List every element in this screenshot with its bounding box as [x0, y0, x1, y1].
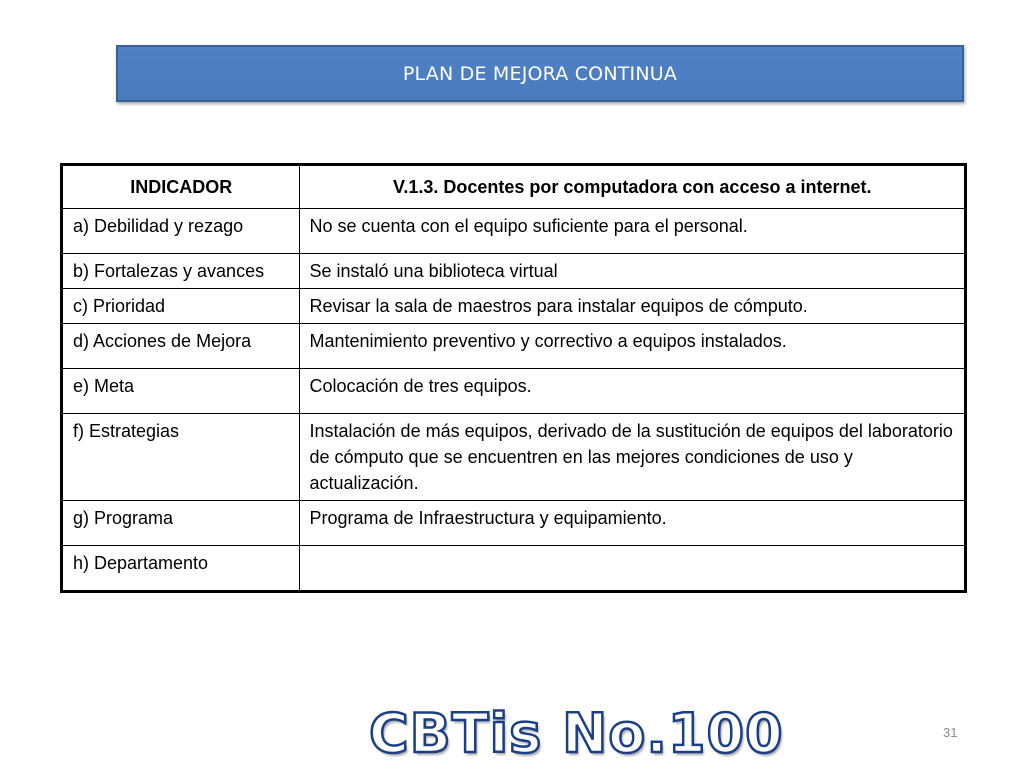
title-banner: [116, 45, 964, 102]
table-row-meta: [62, 369, 966, 414]
table-row-departamento: [62, 546, 966, 592]
table-row-debilidad: [62, 209, 966, 254]
row-label: h) Departamento: [62, 546, 300, 592]
row-value: Revisar la sala de maestros para instalar equipos de cómputo.: [299, 289, 966, 324]
header-indicator-value: V.1.3. Docentes por computadora con acceso a internet.: [299, 165, 966, 209]
row-label: g) Programa: [62, 501, 300, 546]
page-number: 31: [943, 725, 958, 740]
table-header-row: [62, 165, 966, 209]
row-label: e) Meta: [62, 369, 300, 414]
table-row-fortalezas: [62, 254, 966, 289]
table-row-prioridad: [62, 289, 966, 324]
school-logo-text: CBTis No.100: [369, 702, 784, 765]
row-label: f) Estrategias: [62, 414, 300, 501]
row-value: No se cuenta con el equipo suficiente para el personal.: [299, 209, 966, 254]
table-row-estrategias: [62, 414, 966, 501]
table-row-acciones: [62, 324, 966, 369]
slide-title: PLAN DE MEJORA CONTINUA: [402, 62, 678, 85]
row-label: d) Acciones de Mejora: [62, 324, 300, 369]
row-value: Instalación de más equipos, derivado de la sustitución de equipos del laboratorio de cómputo que se encuentren en las mejores condiciones de uso y actualización.: [299, 414, 966, 501]
row-label: b) Fortalezas y avances: [62, 254, 300, 289]
row-value: [299, 546, 966, 592]
header-indicator-label: INDICADOR: [62, 165, 300, 209]
row-value: Se instaló una biblioteca virtual: [299, 254, 966, 289]
row-value: Programa de Infraestructura y equipamiento.: [299, 501, 966, 546]
row-label: a) Debilidad y rezago: [62, 209, 300, 254]
row-value: Colocación de tres equipos.: [299, 369, 966, 414]
indicator-table: [60, 163, 967, 593]
row-value: Mantenimiento preventivo y correctivo a equipos instalados.: [299, 324, 966, 369]
row-label: c) Prioridad: [62, 289, 300, 324]
table-row-programa: [62, 501, 966, 546]
